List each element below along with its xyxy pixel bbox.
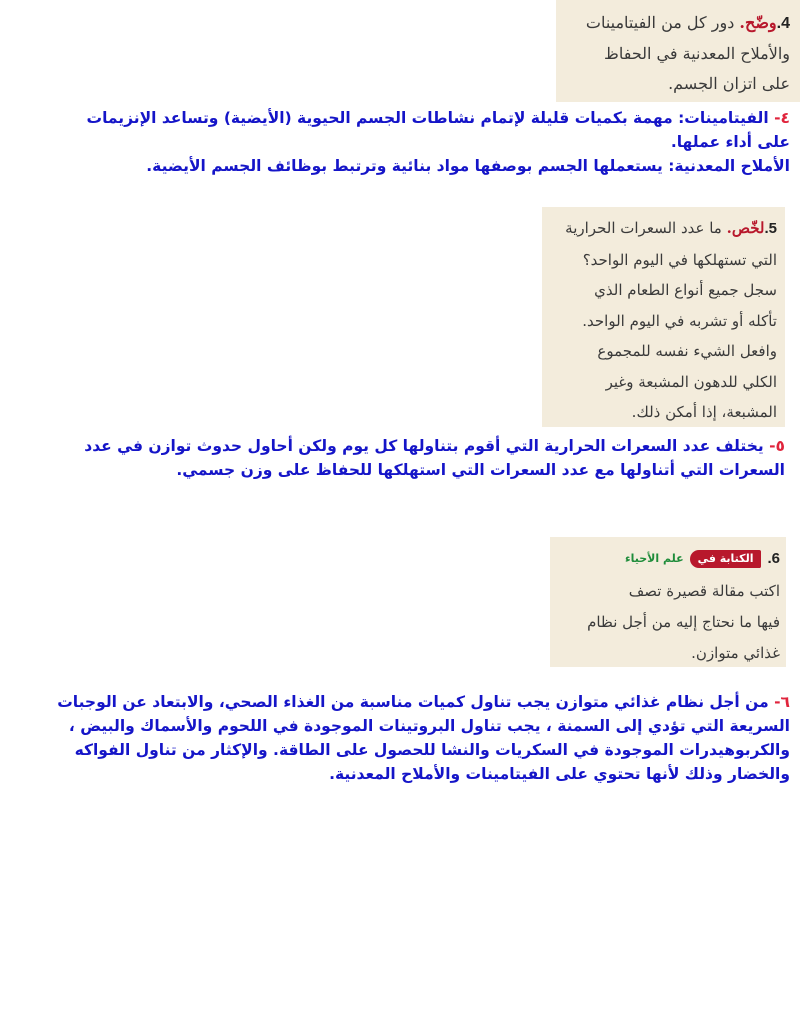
answer-4-number: ٤- xyxy=(768,109,790,127)
question-6-line-2: فيها ما نحتاج إليه من أجل نظام xyxy=(587,613,780,631)
answer-6-number: ٦- xyxy=(768,693,790,711)
question-5-line-7: المشبعة، إذا أمكن ذلك. xyxy=(631,403,777,421)
question-4-keyword: وضّح. xyxy=(739,13,777,32)
question-4-image xyxy=(556,0,800,102)
writing-tag: الكتابة في xyxy=(690,550,762,568)
question-5-text: ما عدد السعرات الحرارية xyxy=(565,219,722,237)
question-4-number: 4. xyxy=(776,15,790,32)
question-5-image xyxy=(542,207,785,427)
question-5-line-5: وافعل الشيء نفسه للمجموع xyxy=(597,342,777,360)
question-5-line-4: تأكله أو تشربه في اليوم الواحد. xyxy=(582,311,777,330)
answer-5 xyxy=(40,434,785,482)
question-4-line-2: والأملاح المعدنية في الحفاظ xyxy=(604,44,790,63)
question-5-number: 5. xyxy=(764,220,777,237)
question-4-line-1 xyxy=(562,8,790,39)
question-5-keyword: لخّص. xyxy=(726,219,765,237)
question-4-line-3: على اتزان الجسم. xyxy=(668,74,790,93)
question-4-text: دور كل من الفيتامينات xyxy=(585,13,735,32)
question-5-line-6: الكلي للدهون المشبعة وغير xyxy=(605,372,777,391)
question-5-line-1 xyxy=(546,213,777,245)
question-5-line-2: التي تستهلكها في اليوم الواحد؟ xyxy=(582,250,777,269)
answer-6 xyxy=(40,690,790,786)
subject-tag: علم الأحياء xyxy=(625,552,684,565)
answer-4 xyxy=(60,106,790,178)
answer-5-text: يختلف عدد السعرات الحرارية التي أقوم بتناولها كل يوم ولكن أحاول حدوث توازن في عدد السعرات التي أتناولها مع عدد السعرات التي استهلكها للحفاظ على وزن جسمي. xyxy=(84,437,785,479)
question-6-header xyxy=(554,543,780,574)
question-6-line-1: اكتب مقالة قصيرة تصف xyxy=(628,582,780,600)
answer-4-vitamins xyxy=(60,106,790,154)
question-5-line-3: سجل جميع أنواع الطعام الذي xyxy=(594,281,777,299)
answer-6-text: من أجل نظام غذائي متوازن يجب تناول كميات مناسبة من الغذاء الصحي، والابتعاد عن الوجبات السريعة التي تؤدي إلى السمنة ، يجب تناول البروتينات الموجودة في اللحوم والأسماك والبيض ، والكربوهيدرات الموجودة في السكريات والنشا للحصول على الطاقة. والإكثار من تناول الفواكه والخضار وذلك لأنها تحتوي على الفيتامينات والأملاح المعدنية. xyxy=(57,693,790,783)
question-6-image xyxy=(550,537,786,667)
answer-4-minerals: الأملاح المعدنية: يستعملها الجسم بوصفها مواد بنائية وترتبط بوظائف الجسم الأيضية. xyxy=(146,157,790,175)
answer-4-vitamins-text: الفيتامينات: مهمة بكميات قليلة لإتمام نشاطات الجسم الحيوية (الأيضية) وتساعد الإنزيمات على أداء عملها. xyxy=(86,109,790,151)
question-6-number: 6. xyxy=(767,550,780,567)
answer-5-number: ٥- xyxy=(763,437,785,455)
question-6-line-3: غذائي متوازن. xyxy=(691,644,780,662)
